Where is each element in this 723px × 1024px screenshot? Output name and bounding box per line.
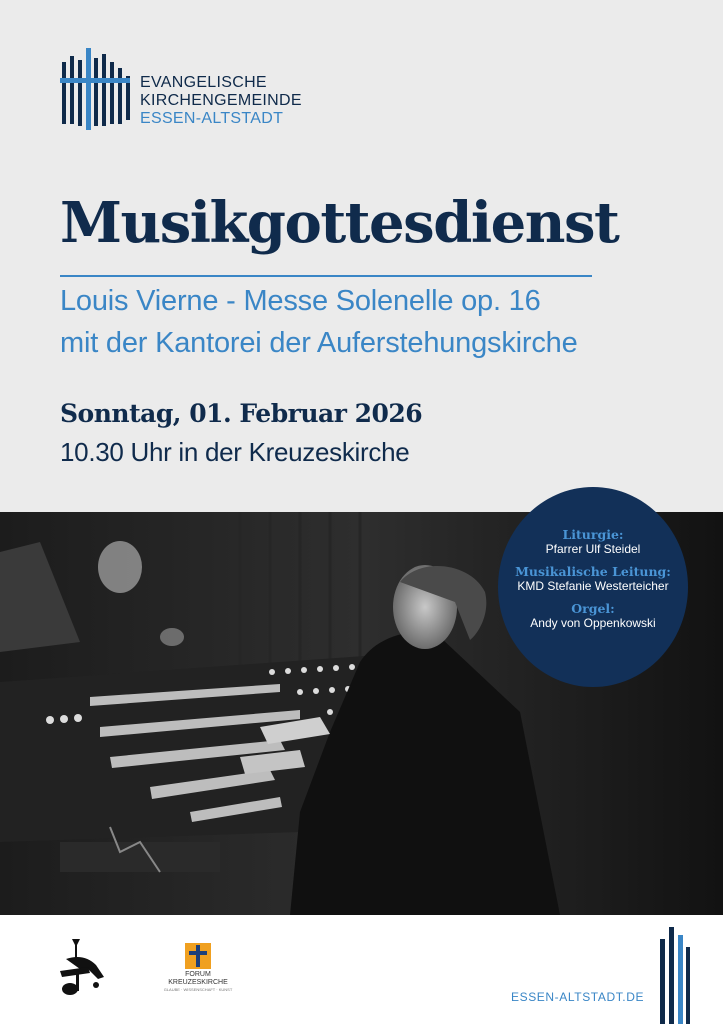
church-name-line3: ESSEN-ALTSTADT <box>140 110 284 127</box>
event-time-place: 10.30 Uhr in der Kreuzeskirche <box>60 437 410 467</box>
credit-name-organ: Andy von Oppenkowski <box>530 616 656 630</box>
forum-name-line2: KREUZESKIRCHE <box>168 979 228 986</box>
credit-name-music: KMD Stefanie Westerteicher <box>517 579 669 593</box>
church-name-line2: KIRCHENGEMEINDE <box>140 92 302 109</box>
cross-bars-icon <box>60 48 130 130</box>
page-title: Musikgottesdienst <box>60 190 619 256</box>
church-name <box>140 74 302 128</box>
subtitle-choir: mit der Kantorei der Auferstehungskirche <box>60 327 578 359</box>
forum-name-line1: FORUM <box>185 971 211 978</box>
vertical-bars-icon <box>660 927 690 1024</box>
forum-tagline: GLAUBE · WISSENSCHAFT · KUNST <box>163 987 233 992</box>
event-date: Sonntag, 01. Februar 2026 <box>60 399 423 428</box>
subtitle-work: Louis Vierne - Messe Solenelle op. 16 <box>60 285 541 317</box>
credit-role-liturgy: Liturgie: <box>562 527 624 542</box>
credits-circle <box>498 487 688 687</box>
website-link[interactable]: ESSEN-ALTSTADT.DE <box>511 990 645 1004</box>
credit-role-music: Musikalische Leitung: <box>515 564 671 579</box>
music-note-figure-icon[interactable] <box>58 937 108 999</box>
footer <box>0 915 723 1024</box>
church-logo[interactable] <box>60 48 330 130</box>
title-divider <box>60 275 592 277</box>
credit-role-organ: Orgel: <box>571 601 615 616</box>
credit-name-liturgy: Pfarrer Ulf Steidel <box>545 542 641 556</box>
church-name-line1: EVANGELISCHE <box>140 74 267 91</box>
forum-cross-icon <box>185 943 211 969</box>
forum-kreuzeskirche-logo[interactable] <box>162 943 234 1003</box>
